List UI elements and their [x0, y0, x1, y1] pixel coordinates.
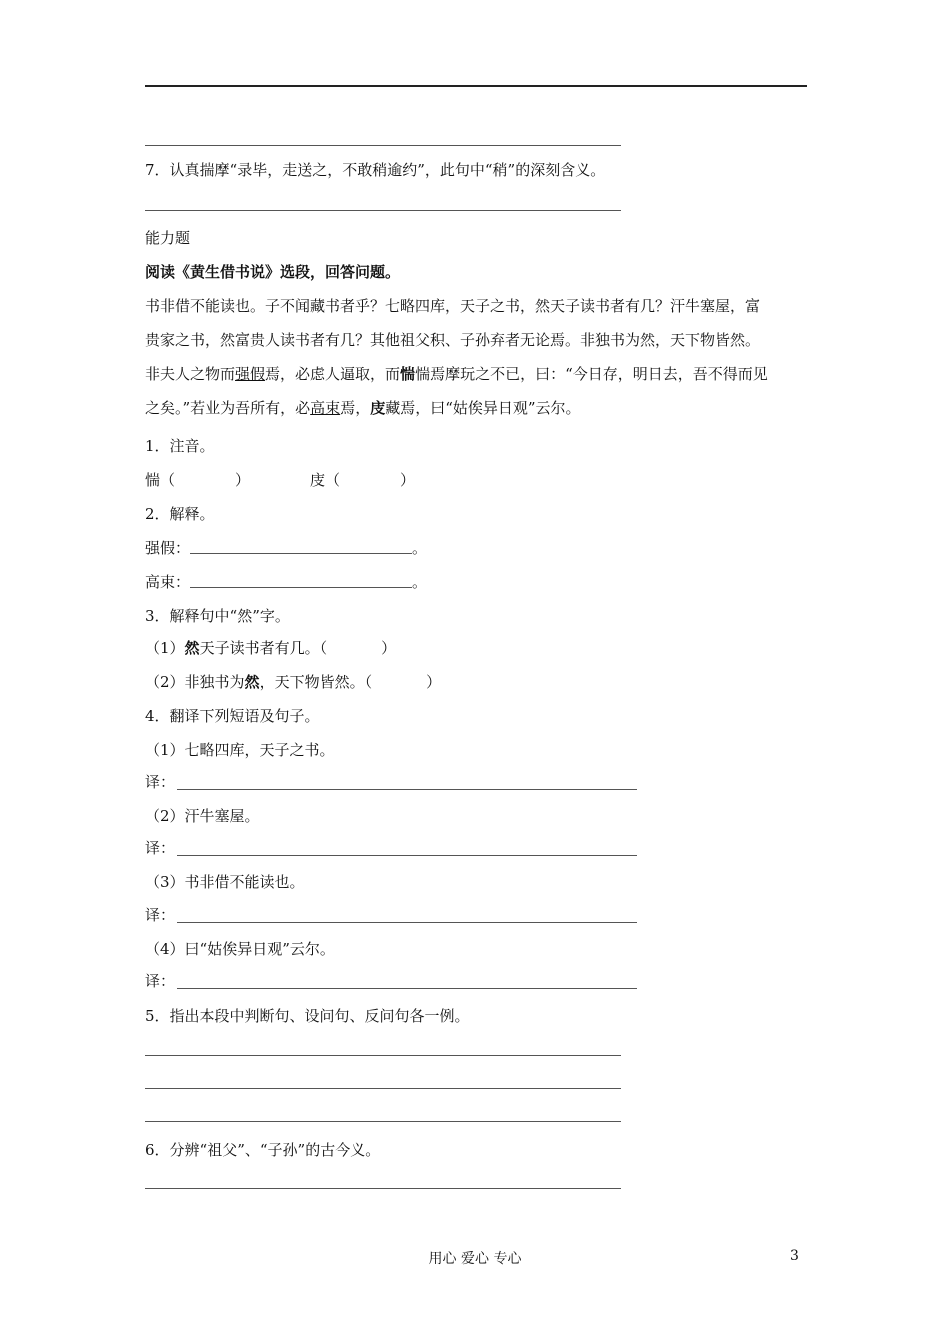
translate-label: 译： [145, 839, 176, 857]
page-footer: 用心 爱心 专心 [428, 1251, 522, 1267]
header-rule [145, 85, 807, 87]
term-zhui: 惴 [400, 365, 416, 383]
passage-line: 贵家之书，然富贵人读书者有几？其他祖父积、子孙弃者无论焉。非独书为然，天下物皆然。 [145, 331, 761, 349]
answer-line [145, 210, 621, 211]
answer-line [145, 1188, 621, 1189]
answer-line [145, 1088, 621, 1089]
page-number: 3 [790, 1248, 799, 1264]
answer-line [145, 145, 621, 146]
answer-line [177, 922, 637, 923]
term-qiangjia: 强假 [235, 365, 266, 383]
passage-line: 非夫人之物而强假焉，必虑人逼取，而惴惴焉摩玩之不已，曰：“今日存，明日去，吾不得而见 [145, 365, 768, 383]
translate-label: 译： [145, 773, 176, 791]
question-3: 3．解释句中“然”字。 [145, 607, 290, 625]
translate-label: 译： [145, 972, 176, 990]
q3-item: （2）非独书为然，天下物皆然。（ ） [145, 673, 442, 691]
q2-item: 高束： 。 [145, 573, 428, 591]
q4-item: （3）书非借不能读也。 [145, 873, 305, 891]
q4-item: （4）曰“姑俟异日观”云尔。 [145, 940, 335, 958]
answer-line [177, 988, 637, 989]
reading-title: 阅读《黄生借书说》选段，回答问题。 [145, 263, 401, 281]
answer-line [177, 855, 637, 856]
question-6: 6．分辨“祖父”、“子孙”的古今义。 [145, 1141, 381, 1159]
q1-pinyin-row: 惴（ ） 庋（ ） [145, 471, 416, 489]
q3-item: （1）然天子读书者有几。（ ） [145, 639, 397, 657]
q4-item: （2）汗牛塞屋。 [145, 807, 260, 825]
question-5: 5．指出本段中判断句、设问句、反问句各一例。 [145, 1007, 470, 1025]
question-4: 4．翻译下列短语及句子。 [145, 707, 320, 725]
passage-line: 之矣。”若业为吾所有，必高束焉，庋藏焉，曰“姑俟异日观”云尔。 [145, 399, 581, 417]
term-gaoshu: 高束 [310, 399, 341, 417]
question-7: 7．认真揣摩“录毕，走送之，不敢稍逾约”，此句中“稍”的深刻含义。 [145, 161, 606, 179]
answer-line [145, 1055, 621, 1056]
answer-line [177, 789, 637, 790]
question-1: 1．注音。 [145, 437, 215, 455]
answer-line [145, 1121, 621, 1122]
section-title: 能力题 [145, 229, 191, 247]
translate-label: 译： [145, 906, 176, 924]
term-gui: 庋 [370, 399, 386, 417]
question-2: 2．解释。 [145, 505, 215, 523]
q2-item: 强假： 。 [145, 539, 428, 557]
q4-item: （1）七略四库，天子之书。 [145, 741, 335, 759]
passage-line: 书非借不能读也。子不闻藏书者乎？七略四库，天子之书，然天子读书者有几？汗牛塞屋，富 [145, 297, 761, 315]
